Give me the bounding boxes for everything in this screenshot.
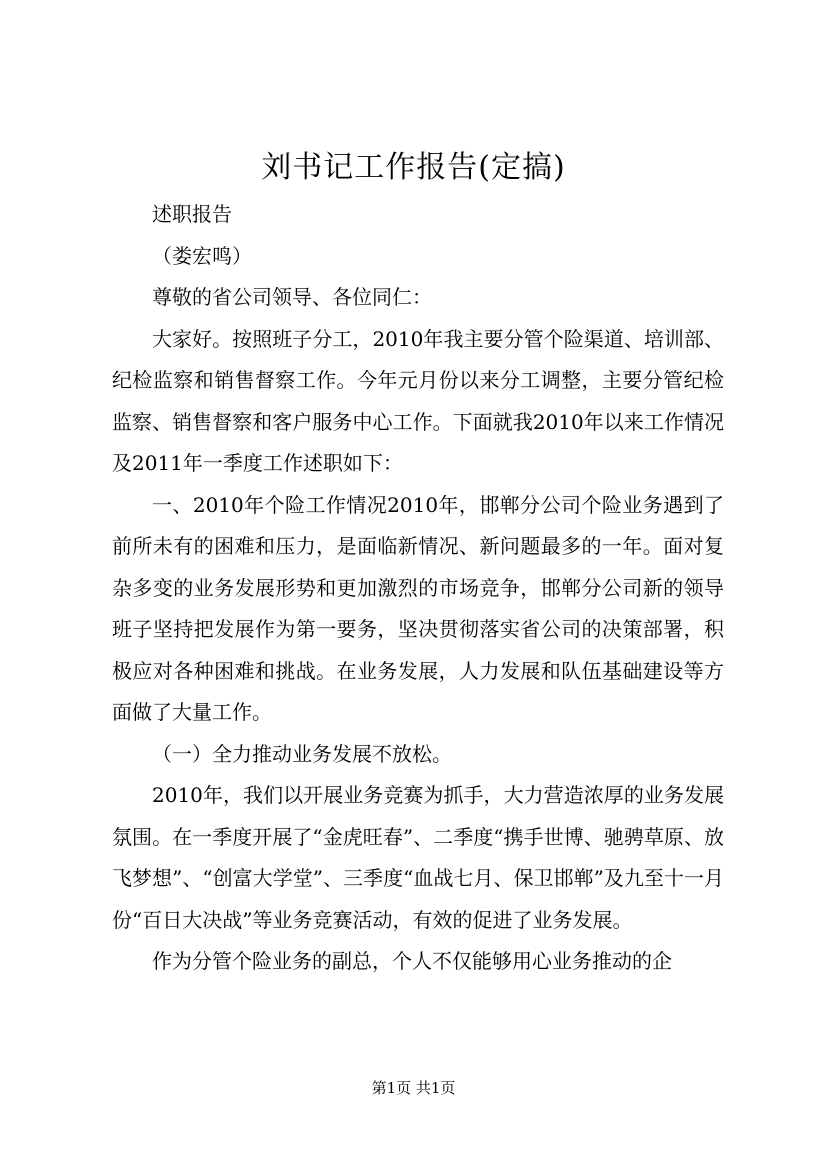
- paragraph-heading: 述职报告: [152, 202, 232, 226]
- paragraph-author: （娄宏鸣）: [152, 243, 252, 268]
- document-title: 刘书记工作报告(定搞): [261, 150, 566, 185]
- page-footer: 第1页 共1页: [371, 1079, 456, 1097]
- paragraph-intro: 大家好。按照班子分工，2010年我主要分管个险渠道、培训部、纪检监察和销售督察工作。今年元月份以来分工调整，主要分管纪检监察、销售督察和客户服务中心工作。下面就我2010年以来工作情况及2011年一季度工作述职如下：: [112, 326, 724, 475]
- paragraph-section-1: 一、2010年个险工作情况2010年，邯郸分公司个险业务遇到了前所未有的困难和压力，是面临新情况、新问题最多的一年。面对复杂多变的业务发展形势和更加激烈的市场竞争，邯郸分公司新的领导班子坚持把发展作为第一要务，坚决贯彻落实省公司的决策部署，积极应对各种困难和挑战。在业务发展，人力发展和队伍基础建设等方面做了大量工作。: [112, 492, 724, 724]
- paragraph-salutation: 尊敬的省公司领导、各位同仁：: [152, 285, 432, 309]
- paragraph-competitions: 2010年，我们以开展业务竞赛为抓手，大力营造浓厚的业务发展氛围。在一季度开展了“金虎旺春”、二季度“携手世博、驰骋草原、放飞梦想”、“创富大学堂”、三季度“血战七月、保卫邯郸”及九至十一月份“百日大决战”等业务竞赛活动，有效的促进了业务发展。: [112, 783, 724, 932]
- paragraph-subsection-1: （一）全力推动业务发展不放松。: [152, 741, 452, 766]
- document-body: [112, 194, 724, 983]
- paragraph-role: 作为分管个险业务的副总，个人不仅能够用心业务推动的企: [152, 949, 672, 973]
